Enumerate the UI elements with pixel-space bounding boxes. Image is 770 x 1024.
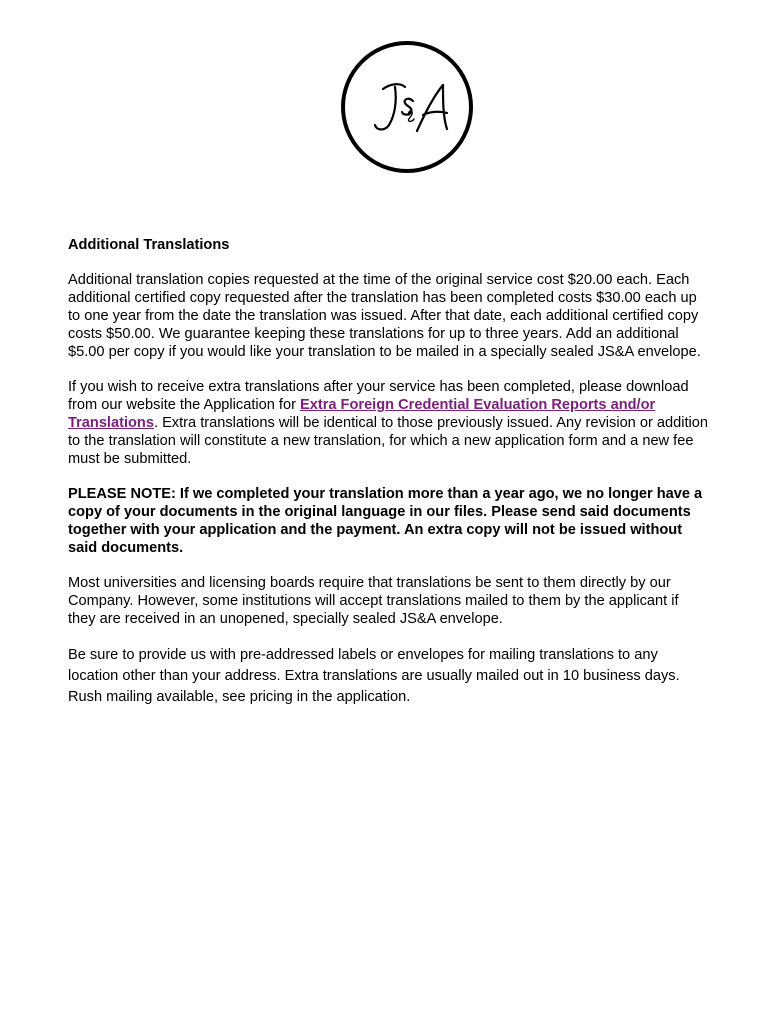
document-body bbox=[68, 236, 708, 725]
paragraph-pricing: Additional translation copies requested at the time of the original service cost $20.00 each. Each additional certified copy requested after the translation has been completed costs $30.00 each up to one year from the date the translation was issued. After that date, each additional certified copy costs $50.00. We guarantee keeping these translations for up to three years. Add an additional $5.00 per copy if you would like your translation to be mailed in a specially sealed JS&A envelope. bbox=[68, 272, 701, 360]
please-note-paragraph: PLEASE NOTE: If we completed your translation more than a year ago, we no longer have a copy of your documents in the original language in our files. Please send said documents together with your application and the payment. An extra copy will not be issued without said documents. bbox=[68, 486, 703, 556]
company-logo bbox=[339, 39, 475, 175]
paragraph-institutions: Most universities and licensing boards require that translations be sent to them directly by our Company. However, some institutions will accept translations mailed to them by the applicant if they are received in an unopened, specially sealed JS&A envelope. bbox=[68, 575, 679, 627]
paragraph-mailing: Be sure to provide us with pre-addressed labels or envelopes for mailing translations to any location other than your address. Extra translations are usually mailed out in 10 business days. Rush mailing available, see pricing in the application. bbox=[68, 647, 680, 705]
paragraph-text-after-link: . Extra translations will be identical to those previously issued. Any revision or addition to the translation will constitute a new translation, for which a new application form and a new fee must be submitted. bbox=[68, 415, 709, 467]
paragraph-text-before-link: If you wish to receive extra translations after your service has been completed, please download from our website the Application for bbox=[68, 379, 689, 413]
paragraph-extra-translations bbox=[68, 378, 708, 468]
application-link[interactable]: Extra Foreign Credential Evaluation Reports and/or Translations bbox=[68, 397, 656, 431]
jsa-logo-seal bbox=[339, 39, 475, 175]
page-title: Additional Translations bbox=[68, 237, 230, 253]
